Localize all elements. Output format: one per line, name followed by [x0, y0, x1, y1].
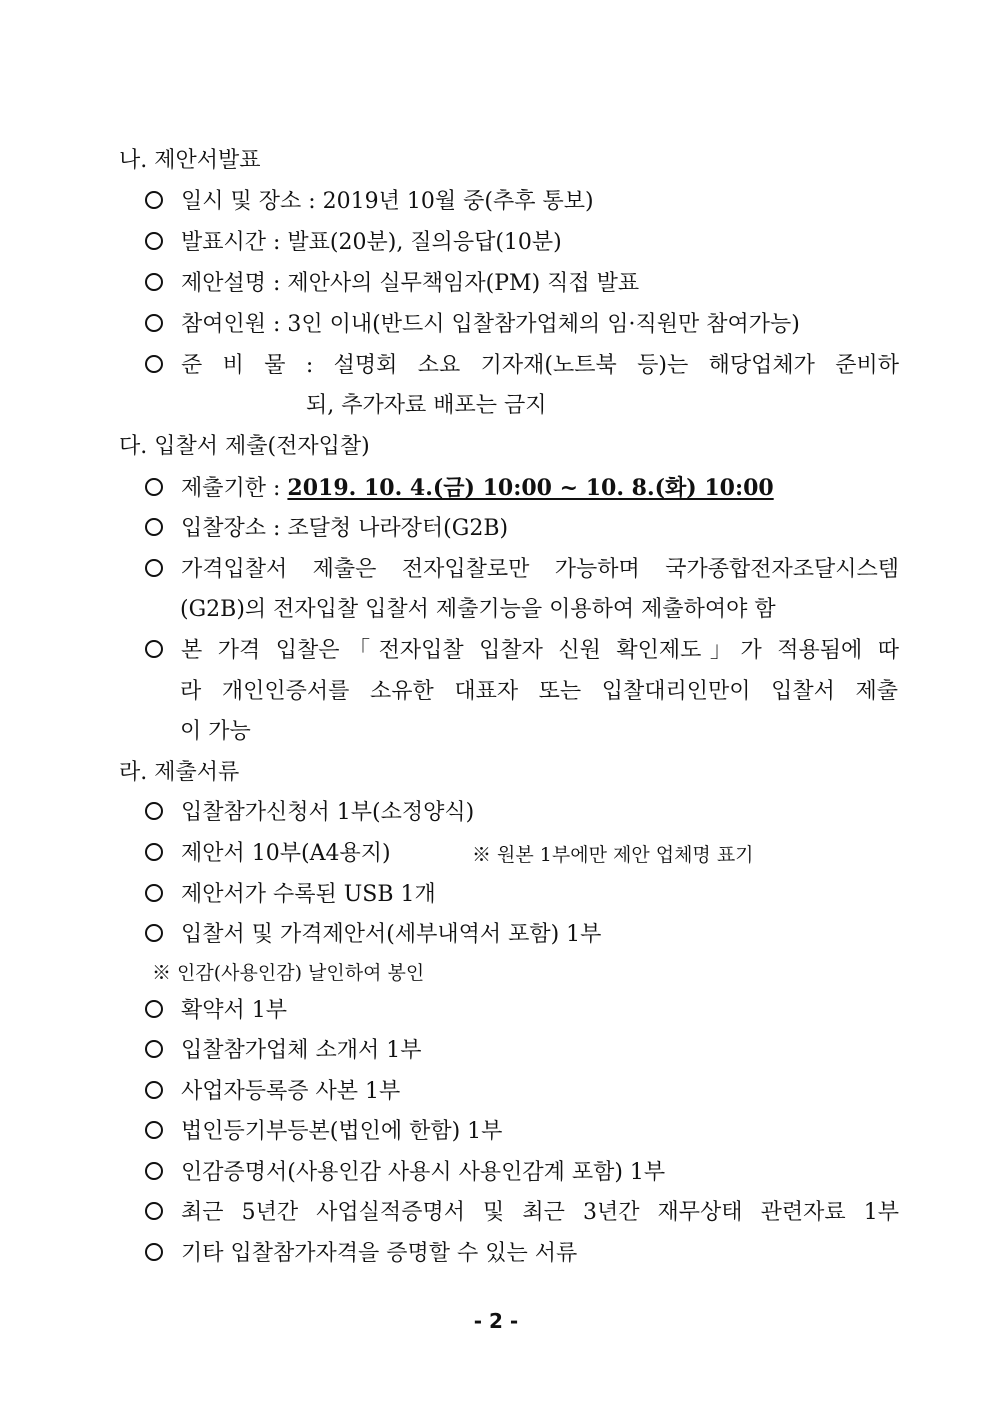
- item-text: 참여인원 : 3인 이내(반드시 입찰참가업체의 임·직원만 참여가능): [181, 312, 800, 337]
- circle-bullet-icon: [145, 1040, 163, 1058]
- circle-bullet-icon: [145, 355, 163, 373]
- item-text: 제안설명 : 제안사의 실무책임자(PM) 직접 발표: [181, 271, 640, 296]
- item-continuation: 이 가능: [180, 719, 251, 744]
- circle-bullet-icon: [145, 1162, 163, 1180]
- circle-bullet-icon: [145, 884, 163, 902]
- item-text: 본 가격 입찰은「전자입찰 입찰자 신원 확인제도」가 적용됨에 따: [181, 638, 899, 663]
- circle-bullet-icon: [145, 1121, 163, 1139]
- circle-bullet-icon: [145, 924, 163, 942]
- list-item: [145, 351, 899, 381]
- item-continuation: (G2B)의 전자입찰 입찰서 제출기능을 이용하여 제출하여야 함: [180, 597, 776, 622]
- circle-bullet-icon: [145, 273, 163, 291]
- circle-bullet-icon: [145, 640, 163, 658]
- deadline-label: 제출기한 :: [181, 476, 288, 501]
- circle-bullet-icon: [145, 478, 163, 496]
- list-item: [145, 636, 899, 666]
- item-text: 준 비 물 : 설명회 소요 기자재(노트북 등)는 해당업체가 준비하: [181, 353, 899, 378]
- list-item: [145, 1158, 665, 1188]
- item-text: 가격입찰서 제출은 전자입찰로만 가능하며 국가종합전자조달시스템: [181, 557, 899, 582]
- section-heading-documents: 라. 제출서류: [119, 760, 240, 785]
- list-item: [145, 798, 474, 828]
- list-item: [145, 1077, 400, 1107]
- item-text: 입찰장소 : 조달청 나라장터(G2B): [181, 516, 509, 541]
- note-text: ※ 인감(사용인감) 날인하여 봉인: [152, 962, 425, 984]
- circle-bullet-icon: [145, 559, 163, 577]
- item-text: 법인등기부등본(법인에 한함) 1부: [181, 1119, 503, 1144]
- circle-bullet-icon: [145, 1243, 163, 1261]
- section-heading-presentation: 나. 제안서발표: [119, 148, 261, 173]
- item-text: 입찰참가업체 소개서 1부: [181, 1038, 422, 1063]
- item-text: 최근 5년간 사업실적증명서 및 최근 3년간 재무상태 관련자료 1부: [181, 1200, 899, 1225]
- page-number: - 2 -: [473, 1309, 519, 1333]
- list-item: [145, 839, 391, 869]
- item-text: 라 개인인증서를 소유한 대표자 또는 입찰대리인만이 입찰서 제출: [180, 679, 898, 704]
- item-text: 일시 및 장소 : 2019년 10월 중(추후 통보): [181, 189, 594, 214]
- circle-bullet-icon: [145, 1081, 163, 1099]
- list-item: [145, 880, 436, 910]
- circle-bullet-icon: [145, 232, 163, 250]
- circle-bullet-icon: [145, 843, 163, 861]
- list-item: [145, 1198, 899, 1228]
- note-text: ※ 원본 1부에만 제안 업체명 표기: [472, 844, 754, 866]
- list-item: [145, 228, 562, 258]
- item-text: 인감증명서(사용인감 사용시 사용인감계 포함) 1부: [181, 1160, 666, 1185]
- item-text: 입찰참가신청서 1부(소정양식): [181, 800, 475, 825]
- circle-bullet-icon: [145, 191, 163, 209]
- item-text: 사업자등록증 사본 1부: [181, 1079, 401, 1104]
- list-item: [145, 1036, 422, 1066]
- item-text: 제안서 10부(A4용지): [181, 841, 391, 866]
- list-item: [145, 473, 774, 503]
- list-item: [145, 1239, 577, 1269]
- circle-bullet-icon: [145, 802, 163, 820]
- item-text: 확약서 1부: [181, 998, 287, 1023]
- list-item: [145, 269, 639, 299]
- list-item: [145, 187, 594, 217]
- section-heading-submission: 다. 입찰서 제출(전자입찰): [119, 434, 370, 459]
- item-text: 입찰서 및 가격제안서(세부내역서 포함) 1부: [181, 922, 602, 947]
- item-text: 기타 입찰참가자격을 증명할 수 있는 서류: [181, 1241, 578, 1266]
- list-item: [145, 514, 508, 544]
- deadline-value: 2019. 10. 4.(금) 10:00 ~ 10. 8.(화) 10:00: [287, 475, 774, 501]
- list-item: [145, 310, 800, 340]
- circle-bullet-icon: [145, 1202, 163, 1220]
- circle-bullet-icon: [145, 1000, 163, 1018]
- item-text: 제안서가 수록된 USB 1개: [181, 882, 436, 907]
- list-item: [145, 996, 287, 1026]
- list-item: [145, 920, 601, 950]
- list-item: [145, 1117, 502, 1147]
- list-item: [145, 555, 899, 585]
- circle-bullet-icon: [145, 518, 163, 536]
- circle-bullet-icon: [145, 314, 163, 332]
- item-continuation: 되, 추가자료 배포는 금지: [306, 393, 547, 418]
- item-text: 발표시간 : 발표(20분), 질의응답(10분): [181, 230, 562, 255]
- item-continuation: [180, 677, 898, 707]
